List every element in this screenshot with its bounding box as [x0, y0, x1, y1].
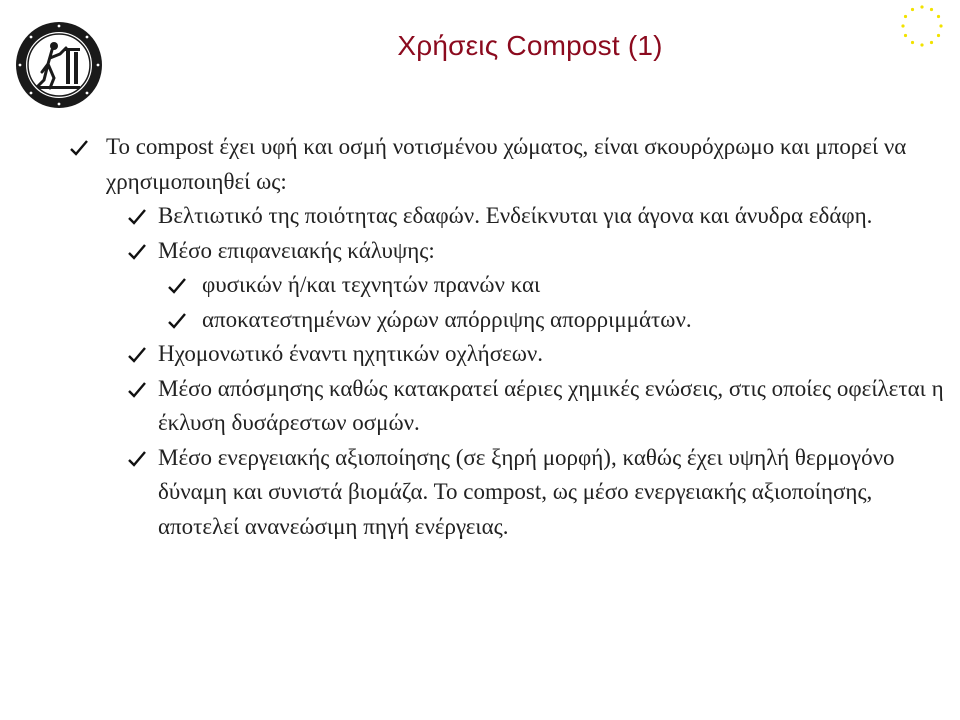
checkmark-icon	[166, 275, 188, 297]
bullet-text: Μέσο επιφανειακής κάλυψης:	[158, 237, 435, 263]
bullet-text: Μέσο ενεργειακής αξιοποίησης (σε ξηρή μορφή), καθώς έχει υψηλή θερμογόνο δύναμη και συνιστά βιομάζα. Το compost, ως μέσο ενεργειακής αξιοποίησης, αποτελεί ανανεώσιμη πηγή ενέργειας.	[158, 444, 895, 539]
checkmark-icon	[126, 448, 148, 470]
bullet-text: Ηχομονωτικό έναντι ηχητικών οχλήσεων.	[158, 341, 544, 366]
bullet-text: Μέσο απόσμησης καθώς κατακρατεί αέριες χημικές ενώσεις, στις οποίες οφείλεται η έκλυση δυσάρεστων οσμών.	[158, 375, 944, 435]
bullet-item-4	[68, 268, 948, 303]
slide-title: Χρήσεις Compost (1)	[397, 30, 663, 61]
bullet-item-3	[68, 234, 948, 269]
checkmark-icon	[126, 206, 148, 228]
checkmark-icon	[126, 241, 148, 263]
bullet-item-6	[68, 337, 948, 372]
checkmark-icon	[126, 344, 148, 366]
bullet-list	[68, 130, 948, 544]
bullet-item-7	[68, 372, 948, 441]
bullet-item-5	[68, 303, 948, 338]
checkmark-icon	[68, 137, 90, 159]
checkmark-icon	[166, 310, 188, 332]
bullet-item-8	[68, 441, 948, 545]
bullet-text: Το compost έχει υφή και οσμή νοτισμένου χώματος, είναι σκουρόχρωμο και μπορεί να χρησιμοποιηθεί ως:	[106, 134, 907, 194]
bullet-text: Βελτιωτικό της ποιότητας εδαφών. Ενδείκνυται για άγονα και άνυδρα εδάφη.	[158, 203, 873, 228]
bullet-text: φυσικών ή/και τεχνητών πρανών και	[202, 272, 541, 297]
bullet-text: αποκατεστημένων χώρων απόρριψης απορριμμάτων.	[202, 306, 692, 332]
checkmark-icon	[126, 379, 148, 401]
bullet-item-1	[68, 130, 948, 199]
bullet-item-2	[68, 199, 948, 234]
